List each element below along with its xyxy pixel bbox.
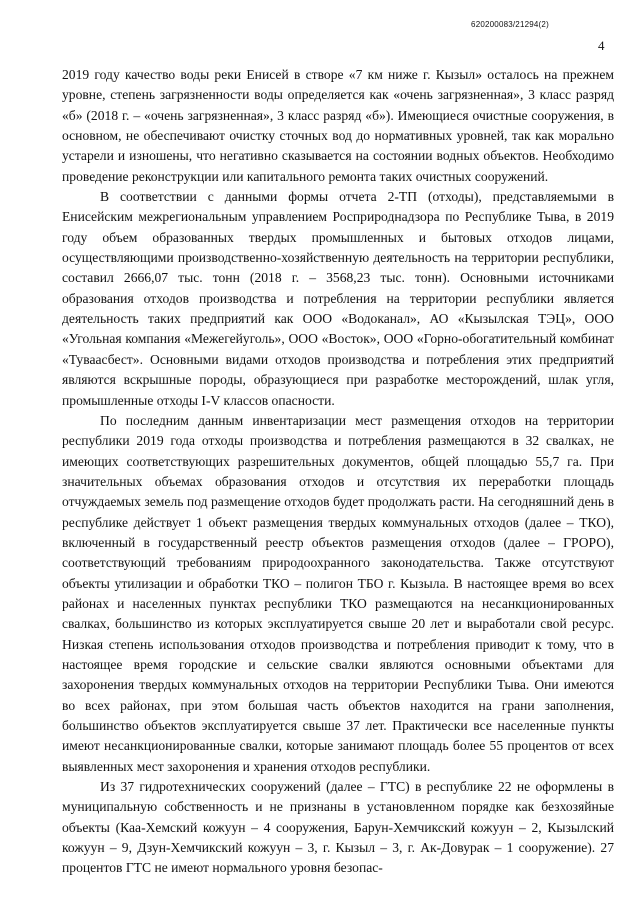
- paragraph-waste-sites: По последним данным инвентаризации мест размещения отходов на территории республики 2019 года отходы производства и потребления размещаются в 32 свалках, не имеющих соответствующих разрешительных документов, общей площадью 55,7 га. При значительных объемах образования отходов и отсутствия их переработки площадь отчуждаемых земель под размещение отходов будет продолжать расти. На сегодняшний день в республике действует 1 объект размещения твердых коммунальных отходов (далее – ТКО), включенный в государственный реестр объектов размещения отходов (далее – ГРОРО), соответствующий требованиям природоохранного законодательства. Также отсутствуют объекты утилизации и обработки ТКО – полигон ТБО г. Кызыла. В настоящее время во всех районах и населенных пунктах республики ТКО размещаются на несанкционированных свалках, большинство из которых эксплуатируется свыше 20 лет и выработали свой ресурс. Низкая степень использования отходов производства и потребления приводит к тому, что в настоящее время городские и сельские свалки являются основными объектами для захоронения твердых коммунальных отходов на территории Республики Тыва. Они имеются во всех районах, при этом большая часть объектов находится на грани заполнения, большинство объектов эксплуатируется свыше 37 лет. Практически все населенные пункты имеют несанкционированные свалки, которые занимают площадь более 55 процентов от всех выявленных мест захоронения и хранения отходов республики.: [62, 412, 614, 774]
- paragraph-water-quality: 2019 году качество воды реки Енисей в створе «7 км ниже г. Кызыл» осталось на прежнем уровне, степень загрязненности воды определяется как «очень загрязненная», 3 класс разряд «б» (2018 г. – «очень загрязненная», 3 класс разряд «б»). Имеющиеся очистные сооружения, в основном, не обеспечивают очистку сточных вод до нормативных уровней, так как морально устарели и изношены, что негативно сказывается на состоянии водных объектов. Необходимо проведение реконструкции или капитального ремонта таких очистных сооружений.: [62, 67, 614, 184]
- paragraph-hydraulic-structures: Из 37 гидротехнических сооружений (далее – ГТС) в республике 22 не оформлены в муниципальную собственность и не признаны в установленном порядке как безхозяйные объекты (Каа-Хемский кожуун – 4 сооружения, Барун-Хемчикский кожуун – 2, Кызылский кожуун – 9, Дзун-Хемчикский кожуун – 3, г. Кызыл – 3, г. Ак-Довурак – 1 сооружение). 27 процентов ГТС не имеют нормального уровня безопас-: [62, 779, 614, 876]
- paragraph-waste-volume: В соответствии с данными формы отчета 2-ТП (отходы), представляемыми в Енисейским межрегиональным управлением Росприроднадзора по Республике Тыва, в 2019 году объем образованных твердых промышленных и бытовых отходов лицами, осуществляющими производственно-хозяйственную деятельность на территории республики, составил 2666,07 тыс. тонн (2018 г. – 3568,23 тыс. тонн). Основными источниками образования отходов производства и потребления на территории республики является деятельность таких предприятий как ООО «Водоканал», АО «Кызылская ТЭЦ», ООО «Угольная компания «Межегейуголь», ООО «Восток», ООО «Горно-обогатительный комбинат «Туваасбест». Основными видами отходов производства и потребления этих предприятий являются вскрышные породы, образующиеся при разработке месторождений, шлак угля, промышленные отходы I-V классов опасности.: [62, 189, 614, 408]
- document-body: [62, 65, 614, 879]
- document-id-stamp: 620200083/21294(2): [471, 20, 549, 29]
- page-number: 4: [598, 38, 605, 53]
